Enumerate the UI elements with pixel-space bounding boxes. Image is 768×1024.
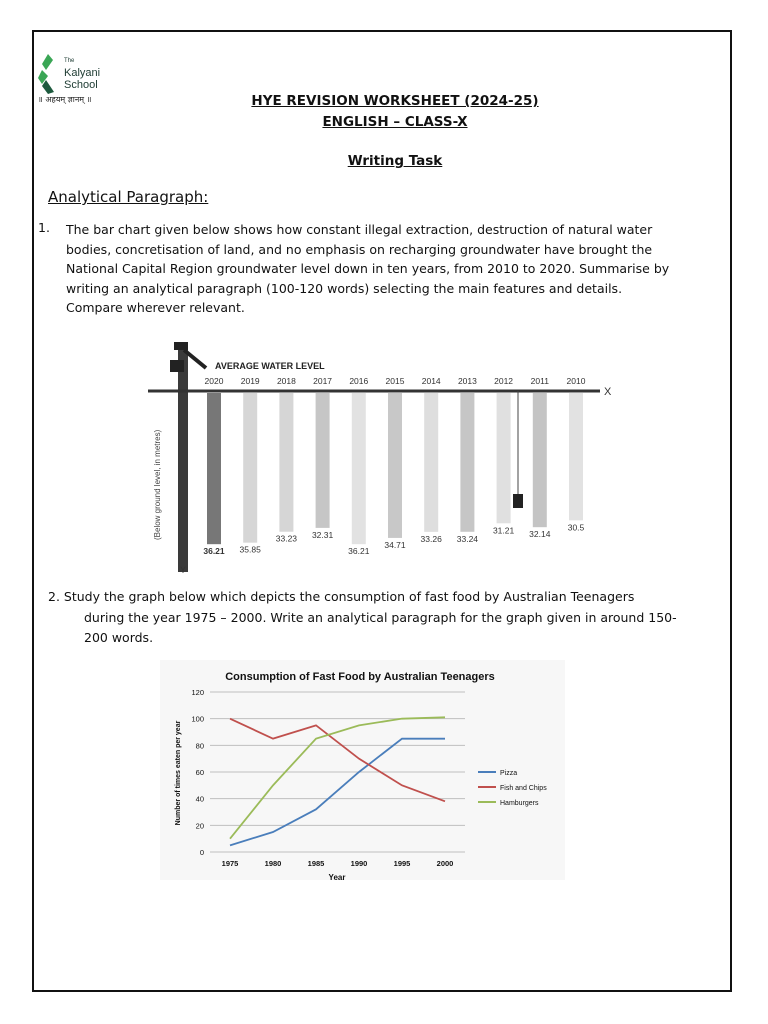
legend-label: Hamburgers	[500, 800, 539, 807]
bar-value-label: 30.5	[567, 522, 585, 533]
bar-2015	[388, 393, 402, 538]
bar-category-label: 2016	[349, 376, 369, 386]
bar-category-label: 2018	[276, 376, 296, 386]
line-x-tick: 2000	[436, 859, 454, 868]
legend-label: Fish and Chips	[500, 785, 547, 792]
bar-2013	[460, 393, 474, 532]
bar-category-label: 2019	[240, 376, 260, 386]
line-y-tick: 60	[195, 768, 204, 777]
question-1-number: 1.	[38, 220, 50, 235]
bar-value-label: 31.21	[492, 525, 515, 536]
line-chart-title: Consumption of Fast Food by Australian Teenagers	[225, 671, 495, 683]
bar-chart-ylabel: (Below ground level, in metres)	[153, 429, 162, 540]
legend-label: Pizza	[500, 770, 518, 777]
bar-2020	[207, 393, 221, 544]
bar-category-label: 2012	[494, 376, 514, 386]
line-x-tick: 1985	[307, 859, 325, 868]
bar-value-label: 36.21	[203, 546, 225, 557]
bar-value-label: 32.14	[529, 529, 551, 540]
water-level-bar-chart	[140, 338, 620, 578]
line-x-tick: 1975	[221, 859, 239, 868]
bar-category-label: 2014	[421, 376, 441, 386]
logo-mark-top	[42, 54, 53, 70]
bar-2012	[497, 393, 511, 523]
logo-name-line2: School	[64, 79, 98, 91]
logo-text	[64, 55, 100, 91]
question-2-text: during the year 1975 – 2000. Write an analytical paragraph for the graph given in around 150-200 words.	[84, 610, 677, 645]
bar-chart-title: AVERAGE WATER LEVEL	[215, 361, 325, 371]
bar-value-label: 36.21	[348, 546, 370, 557]
line-x-tick: 1980	[264, 859, 282, 868]
class-title: ENGLISH – CLASS-X	[322, 114, 468, 130]
bar-2014	[424, 393, 438, 532]
logo-mark-bottom	[42, 80, 54, 94]
line-y-tick: 0	[199, 848, 204, 857]
x-axis-letter: X	[604, 386, 612, 398]
bar-2018	[279, 393, 293, 532]
section-title: Analytical Paragraph:	[48, 188, 209, 206]
line-y-tick: 120	[191, 688, 204, 697]
line-y-tick: 20	[195, 821, 204, 831]
bar-value-label: 33.23	[275, 533, 298, 544]
question-2-line1: 2. Study the graph below which depicts the consumption of fast food by Australian Teenagers	[48, 589, 635, 604]
y-axis-letter: Y	[180, 565, 187, 575]
line-chart-xlabel: Year	[328, 873, 346, 880]
line-chart-ylabel: Number of times eaten per year	[175, 720, 182, 826]
bar-2016	[352, 393, 366, 544]
bar-value-label: 32.31	[311, 529, 334, 540]
logo-motto: ॥ अहयम् ज्ञानम् ॥	[38, 95, 92, 104]
hand-pump-icon	[170, 342, 206, 572]
line-y-tick: 80	[195, 741, 204, 751]
bar-category-label: 2017	[313, 376, 333, 386]
line-x-tick: 1990	[350, 859, 368, 868]
bar-value-label: 34.71	[384, 539, 406, 550]
fast-food-line-chart	[160, 660, 565, 880]
bar-category-label: 2010	[566, 376, 586, 386]
bucket-icon	[513, 391, 523, 508]
line-x-tick: 1995	[393, 859, 411, 868]
bar-category-label: 2020	[204, 376, 224, 386]
line-y-tick: 40	[195, 794, 204, 804]
line-y-tick: 100	[191, 714, 204, 724]
bar-2019	[243, 393, 257, 543]
bar-2010	[569, 393, 583, 520]
question-1-text: The bar chart given below shows how constant illegal extraction, destruction of natural water bodies, concretisation of land, and no emphasis on recharging groundwater have brought the National Capital Region groundwater level down in ten years, from 2010 to 2020. Summarise by writing an analytical paragraph (100-120 words) selecting the main features and details. Compare wherever relevant.	[66, 222, 670, 315]
worksheet-title: HYE REVISION WORKSHEET (2024-25)	[251, 93, 539, 109]
bar-value-label: 33.26	[420, 533, 442, 544]
bar-value-label: 33.24	[456, 533, 479, 544]
bar-category-label: 2015	[385, 376, 405, 386]
writing-task-title: Writing Task	[347, 153, 443, 169]
logo-name-line1: Kalyani	[64, 67, 101, 79]
bar-value-label: 35.85	[239, 544, 261, 555]
bar-category-label: 2013	[457, 376, 477, 386]
bar-2011	[533, 393, 547, 527]
bar-category-label: 2011	[530, 376, 549, 386]
logo-the: The	[64, 58, 75, 64]
bar-2017	[316, 393, 330, 528]
